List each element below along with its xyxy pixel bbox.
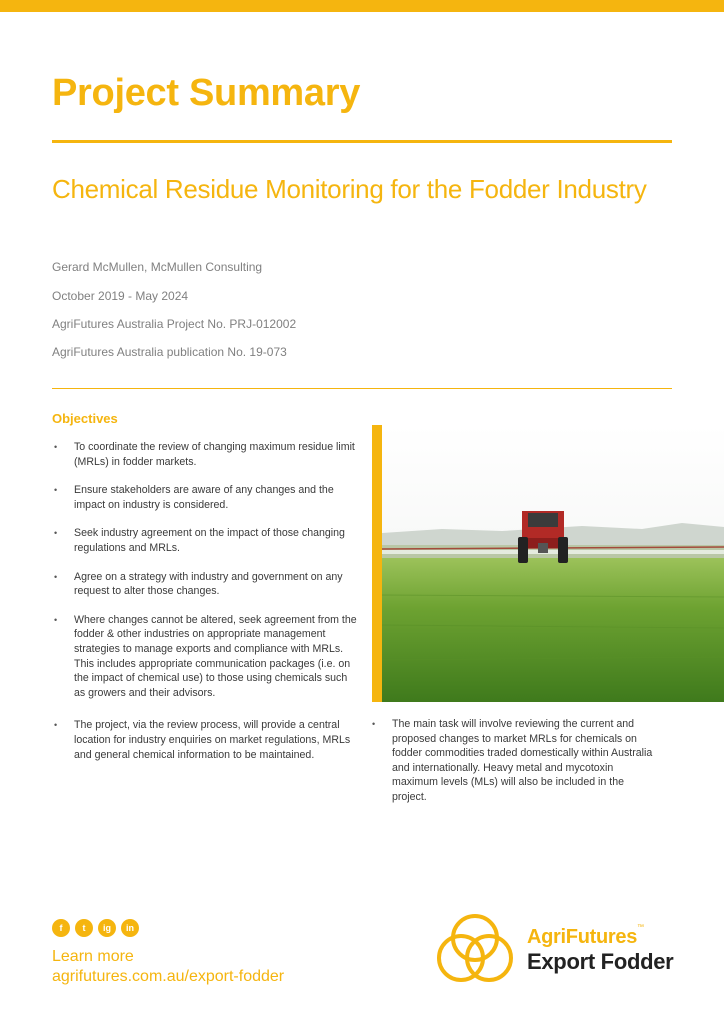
instagram-icon[interactable]: ig — [98, 919, 116, 937]
main-task-list — [370, 717, 655, 805]
objectives-list — [52, 440, 357, 776]
photo-accent-bar — [372, 425, 382, 702]
author-line: Gerard McMullen, McMullen Consulting — [52, 260, 263, 274]
website-link[interactable]: agrifutures.com.au/export-fodder — [52, 968, 285, 985]
objective-item: • Ensure stakeholders are aware of any changes and the impact on industry is considered. — [52, 483, 357, 512]
twitter-icon[interactable]: t — [75, 919, 93, 937]
project-number: AgriFutures Australia Project No. PRJ-012002 — [52, 317, 297, 331]
social-links — [52, 919, 139, 937]
section-divider — [52, 388, 672, 389]
agrifutures-logo-icon — [437, 912, 513, 989]
objective-item: • The project, via the review process, will provide a central location for industry enquiries on market regulations, MRLs and general chemical information to be maintained. — [52, 718, 357, 762]
product-name: Export Fodder — [527, 949, 674, 974]
objective-item: • To coordinate the review of changing maximum residue limit (MRLs) in fodder markets. — [52, 440, 357, 469]
objectives-heading: Objectives — [52, 411, 118, 426]
title-divider — [52, 140, 672, 143]
trademark-symbol: ™ — [637, 924, 644, 931]
facebook-icon[interactable]: f — [52, 919, 70, 937]
tractor-spraying-field-photo — [382, 425, 724, 702]
objective-item: • Agree on a strategy with industry and government on any request to alter those changes. — [52, 570, 357, 599]
linkedin-icon[interactable]: in — [121, 919, 139, 937]
brand-name-text: AgriFutures — [527, 926, 638, 948]
main-task-item: • The main task will involve reviewing the current and proposed changes to market MRLs for chemicals on fodder commodities traded domestically within Australia and internationally. Heavy metal and mycotoxin maximum levels (MLs) will also be included in the project. — [370, 717, 655, 805]
brand-name — [527, 926, 644, 949]
date-range: October 2019 - May 2024 — [52, 289, 189, 303]
publication-number: AgriFutures Australia publication No. 19-073 — [52, 345, 287, 359]
top-accent-bar — [0, 0, 724, 12]
learn-more-label: Learn more — [52, 948, 134, 965]
objective-item: • Seek industry agreement on the impact of those changing regulations and MRLs. — [52, 526, 357, 555]
page-title: Project Summary — [52, 72, 361, 114]
project-title: Chemical Residue Monitoring for the Fodder Industry — [52, 174, 647, 204]
objective-item: • Where changes cannot be altered, seek agreement from the fodder & other industries on appropriate management strategies to manage exports and compliance with MRLs. This includes appropriate communication packages (i.e. on the impact of chemical use) to those using chemicals such as growers and their advisors. — [52, 613, 357, 701]
